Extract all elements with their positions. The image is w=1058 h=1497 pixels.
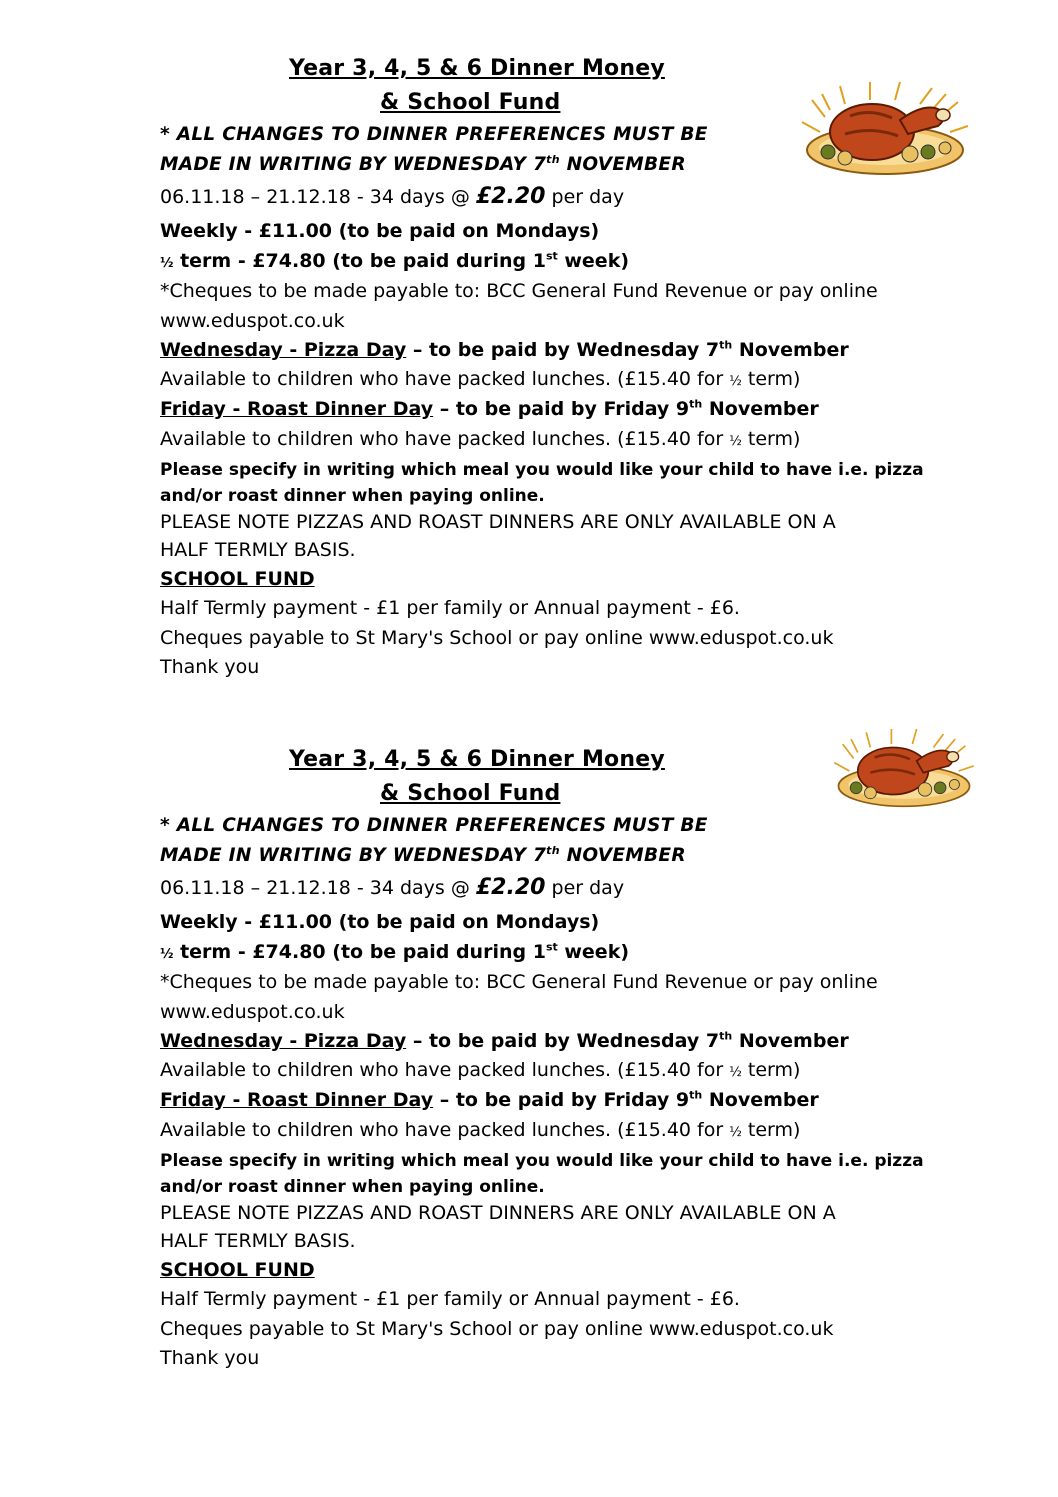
- notice-line2: MADE IN WRITING BY WEDNESDAY 7th NOVEMBER: [160, 152, 686, 175]
- slip-title-line1: Year 3, 4, 5 & 6 Dinner Money: [289, 747, 665, 772]
- note-line2: HALF TERMLY BASIS.: [160, 539, 356, 561]
- price-per-day: £2.20: [475, 875, 546, 900]
- roast-day-line: Friday - Roast Dinner Day – to be paid by Friday 9th November: [160, 1088, 819, 1111]
- specify-line2: and/or roast dinner when paying online.: [160, 486, 545, 506]
- notice-line1: * ALL CHANGES TO DINNER PREFERENCES MUST BE: [160, 124, 708, 145]
- note-line1: PLEASE NOTE PIZZAS AND ROAST DINNERS ARE ONLY AVAILABLE ON A: [160, 511, 836, 533]
- cheques-line1: *Cheques to be made payable to: BCC General Fund Revenue or pay online: [160, 971, 878, 993]
- cheques-line2: www.eduspot.co.uk: [160, 310, 345, 332]
- pizza-availability: Available to children who have packed lunches. (£15.40 for ½ term): [160, 1059, 801, 1081]
- dinner-money-slip-2: [0, 691, 1058, 1391]
- half-term-line: ½ term - £74.80 (to be paid during 1st week): [160, 940, 630, 963]
- dinner-money-slip-1: [0, 0, 1058, 700]
- pizza-availability: Available to children who have packed lunches. (£15.40 for ½ term): [160, 368, 801, 390]
- dates-line: 06.11.18 – 21.12.18 - 34 days @ £2.20 per day: [160, 184, 625, 209]
- note-line2: HALF TERMLY BASIS.: [160, 1230, 356, 1252]
- school-fund-heading: SCHOOL FUND: [160, 1259, 315, 1281]
- cheques-line2: www.eduspot.co.uk: [160, 1001, 345, 1023]
- weekly-line: Weekly - £11.00 (to be paid on Mondays): [160, 911, 600, 933]
- roast-turkey-icon: [818, 729, 990, 813]
- notice-line1: * ALL CHANGES TO DINNER PREFERENCES MUST BE: [160, 815, 708, 836]
- slip-title-line2: & School Fund: [380, 781, 561, 806]
- weekly-line: Weekly - £11.00 (to be paid on Mondays): [160, 220, 600, 242]
- price-per-day: £2.20: [475, 184, 546, 209]
- specify-line1: Please specify in writing which meal you would like your child to have i.e. pizza: [160, 460, 924, 480]
- fund-payment-line: Half Termly payment - £1 per family or Annual payment - £6.: [160, 597, 740, 619]
- school-fund-heading: SCHOOL FUND: [160, 568, 315, 590]
- note-line1: PLEASE NOTE PIZZAS AND ROAST DINNERS ARE ONLY AVAILABLE ON A: [160, 1202, 836, 1224]
- fund-cheques-line: Cheques payable to St Mary's School or pay online www.eduspot.co.uk: [160, 1318, 834, 1340]
- slip-title-line2: & School Fund: [380, 90, 561, 115]
- cheques-line1: *Cheques to be made payable to: BCC General Fund Revenue or pay online: [160, 280, 878, 302]
- specify-line2: and/or roast dinner when paying online.: [160, 1177, 545, 1197]
- dates-line: 06.11.18 – 21.12.18 - 34 days @ £2.20 per day: [160, 875, 625, 900]
- half-term-line: ½ term - £74.80 (to be paid during 1st week): [160, 249, 630, 272]
- pizza-day-line: Wednesday - Pizza Day – to be paid by Wednesday 7th November: [160, 1029, 849, 1052]
- fund-payment-line: Half Termly payment - £1 per family or Annual payment - £6.: [160, 1288, 740, 1310]
- pizza-day-line: Wednesday - Pizza Day – to be paid by Wednesday 7th November: [160, 338, 849, 361]
- roast-day-heading: Friday - Roast Dinner Day: [160, 398, 434, 420]
- roast-availability: Available to children who have packed lunches. (£15.40 for ½ term): [160, 1119, 801, 1141]
- roast-day-heading: Friday - Roast Dinner Day: [160, 1089, 434, 1111]
- pizza-day-heading: Wednesday - Pizza Day: [160, 339, 407, 361]
- fund-cheques-line: Cheques payable to St Mary's School or pay online www.eduspot.co.uk: [160, 627, 834, 649]
- thank-you: Thank you: [160, 656, 260, 678]
- pizza-day-heading: Wednesday - Pizza Day: [160, 1030, 407, 1052]
- roast-day-line: Friday - Roast Dinner Day – to be paid by Friday 9th November: [160, 397, 819, 420]
- slip-title-line1: Year 3, 4, 5 & 6 Dinner Money: [289, 56, 665, 81]
- thank-you: Thank you: [160, 1347, 260, 1369]
- roast-turkey-icon: [800, 82, 970, 182]
- specify-line1: Please specify in writing which meal you would like your child to have i.e. pizza: [160, 1151, 924, 1171]
- roast-availability: Available to children who have packed lunches. (£15.40 for ½ term): [160, 428, 801, 450]
- notice-line2: MADE IN WRITING BY WEDNESDAY 7th NOVEMBER: [160, 843, 686, 866]
